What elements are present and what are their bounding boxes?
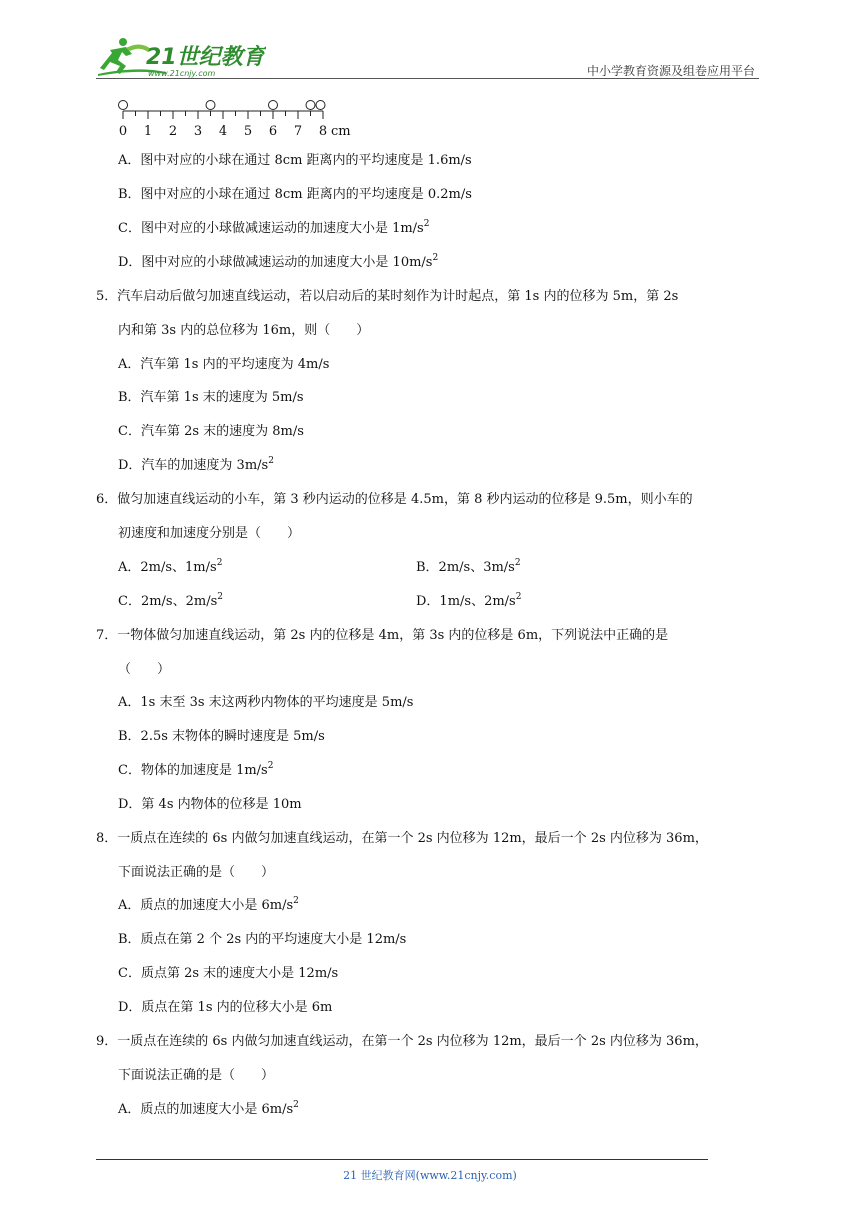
q6-stem-line1: 6．做匀加速直线运动的小车，第 3 秒内运动的位移是 4.5m，第 8 秒内运动的位移是 9.5m，则小车的 <box>96 492 693 507</box>
q5-stem-line1: 5．汽车启动后做匀加速直线运动，若以启动后的某时刻作为计时起点，第 1s 内的位移为 5m，第 2s <box>96 289 679 304</box>
q4-option-d: D．图中对应的小球做减速运动的加速度大小是 $10m/s^2$ <box>118 253 439 270</box>
ruler-label: 6 <box>268 124 278 139</box>
q7-option-a: A．1s 末至 3s 末这两秒内物体的平均速度是 5m/s <box>118 695 414 710</box>
ruler-label: 4 <box>218 124 228 139</box>
q7-option-c: C．物体的加速度是 $1m/s^2$ <box>118 761 274 778</box>
q9-option-a: A．质点的加速度大小是 $6m/s^2$ <box>118 1100 299 1117</box>
ruler-label: 5 <box>243 124 253 139</box>
q4-option-a: A．图中对应的小球在通过 8cm 距离内的平均速度是 1.6m/s <box>118 153 472 168</box>
q9-stem-line2: 下面说法正确的是（ ） <box>118 1068 275 1083</box>
q8-option-c: C．质点第 2s 末的速度大小是 12m/s <box>118 966 339 981</box>
page-header <box>96 32 759 80</box>
ruler-label: 2 <box>168 124 178 139</box>
ball-1 <box>206 101 215 110</box>
q5-option-b: B．汽车第 1s 末的速度为 5m/s <box>118 390 304 405</box>
q6-option-d: D．1m/s、$2m/s^2$ <box>416 592 522 609</box>
ball-3 <box>306 101 315 110</box>
ball-2 <box>269 101 278 110</box>
q7-stem-line2: （ ） <box>118 662 171 677</box>
q8-option-d: D．质点在第 1s 内的位移大小是 6m <box>118 1000 333 1015</box>
q8-option-b: B．质点在第 2 个 2s 内的平均速度大小是 12m/s <box>118 932 407 947</box>
q5-option-d: D．汽车的加速度为 $3m/s^2$ <box>118 456 274 473</box>
q7-option-b: B．2.5s 末物体的瞬时速度是 5m/s <box>118 729 325 744</box>
q5-option-a: A．汽车第 1s 内的平均速度为 4m/s <box>118 357 330 372</box>
ruler-label: 8 <box>318 124 328 139</box>
ruler-label: 0 <box>118 124 128 139</box>
ball-0 <box>119 101 128 110</box>
logo-text: 21世纪教育 <box>146 45 265 70</box>
q7-stem-line1: 7．一物体做匀加速直线运动，第 2s 内的位移是 4m，第 3s 内的位移是 6m，下列说法中正确的是 <box>96 628 669 643</box>
q6-stem-line2: 初速度和加速度分别是（ ） <box>118 526 301 541</box>
q8-stem-line2: 下面说法正确的是（ ） <box>118 865 275 880</box>
q8-option-a: A．质点的加速度大小是 $6m/s^2$ <box>118 896 299 913</box>
header-divider <box>96 78 759 79</box>
logo-url: www.21cnjy.com <box>148 69 216 78</box>
ruler-label: 1 <box>143 124 153 139</box>
q4-option-b: B．图中对应的小球在通过 8cm 距离内的平均速度是 0.2m/s <box>118 187 472 202</box>
ball-4 <box>316 101 325 110</box>
q5-stem-line2: 内和第 3s 内的总位移为 16m，则（ ） <box>118 323 370 338</box>
ruler-figure <box>114 99 364 139</box>
footer-divider <box>96 1159 708 1160</box>
footer-text: 21 世纪教育网(www.21cnjy.com) <box>343 1169 517 1182</box>
q5-option-c: C．汽车第 2s 末的速度为 8m/s <box>118 424 304 439</box>
q9-stem-line1: 9．一质点在连续的 6s 内做匀加速直线运动，在第一个 2s 内位移为 12m，最后一个 2s 内位移为 36m， <box>96 1034 708 1049</box>
q7-option-d: D．第 4s 内物体的位移是 10m <box>118 797 302 812</box>
platform-name: 中小学教育资源及组卷应用平台 <box>586 64 755 78</box>
ruler-unit: cm <box>331 124 351 139</box>
ruler-label: 7 <box>293 124 303 139</box>
ball-markers <box>119 101 326 110</box>
q6-option-c: C．2m/s、$2m/s^2$ <box>118 592 223 609</box>
site-logo <box>96 36 266 78</box>
q6-option-a: A．2m/s、$1m/s^2$ <box>118 558 223 575</box>
q8-stem-line1: 8．一质点在连续的 6s 内做匀加速直线运动，在第一个 2s 内位移为 12m，最后一个 2s 内位移为 36m， <box>96 831 708 846</box>
ruler-label: 3 <box>193 124 203 139</box>
q6-option-b: B．2m/s、$3m/s^2$ <box>416 558 521 575</box>
q4-option-c: C．图中对应的小球做减速运动的加速度大小是 $1m/s^2$ <box>118 219 430 236</box>
